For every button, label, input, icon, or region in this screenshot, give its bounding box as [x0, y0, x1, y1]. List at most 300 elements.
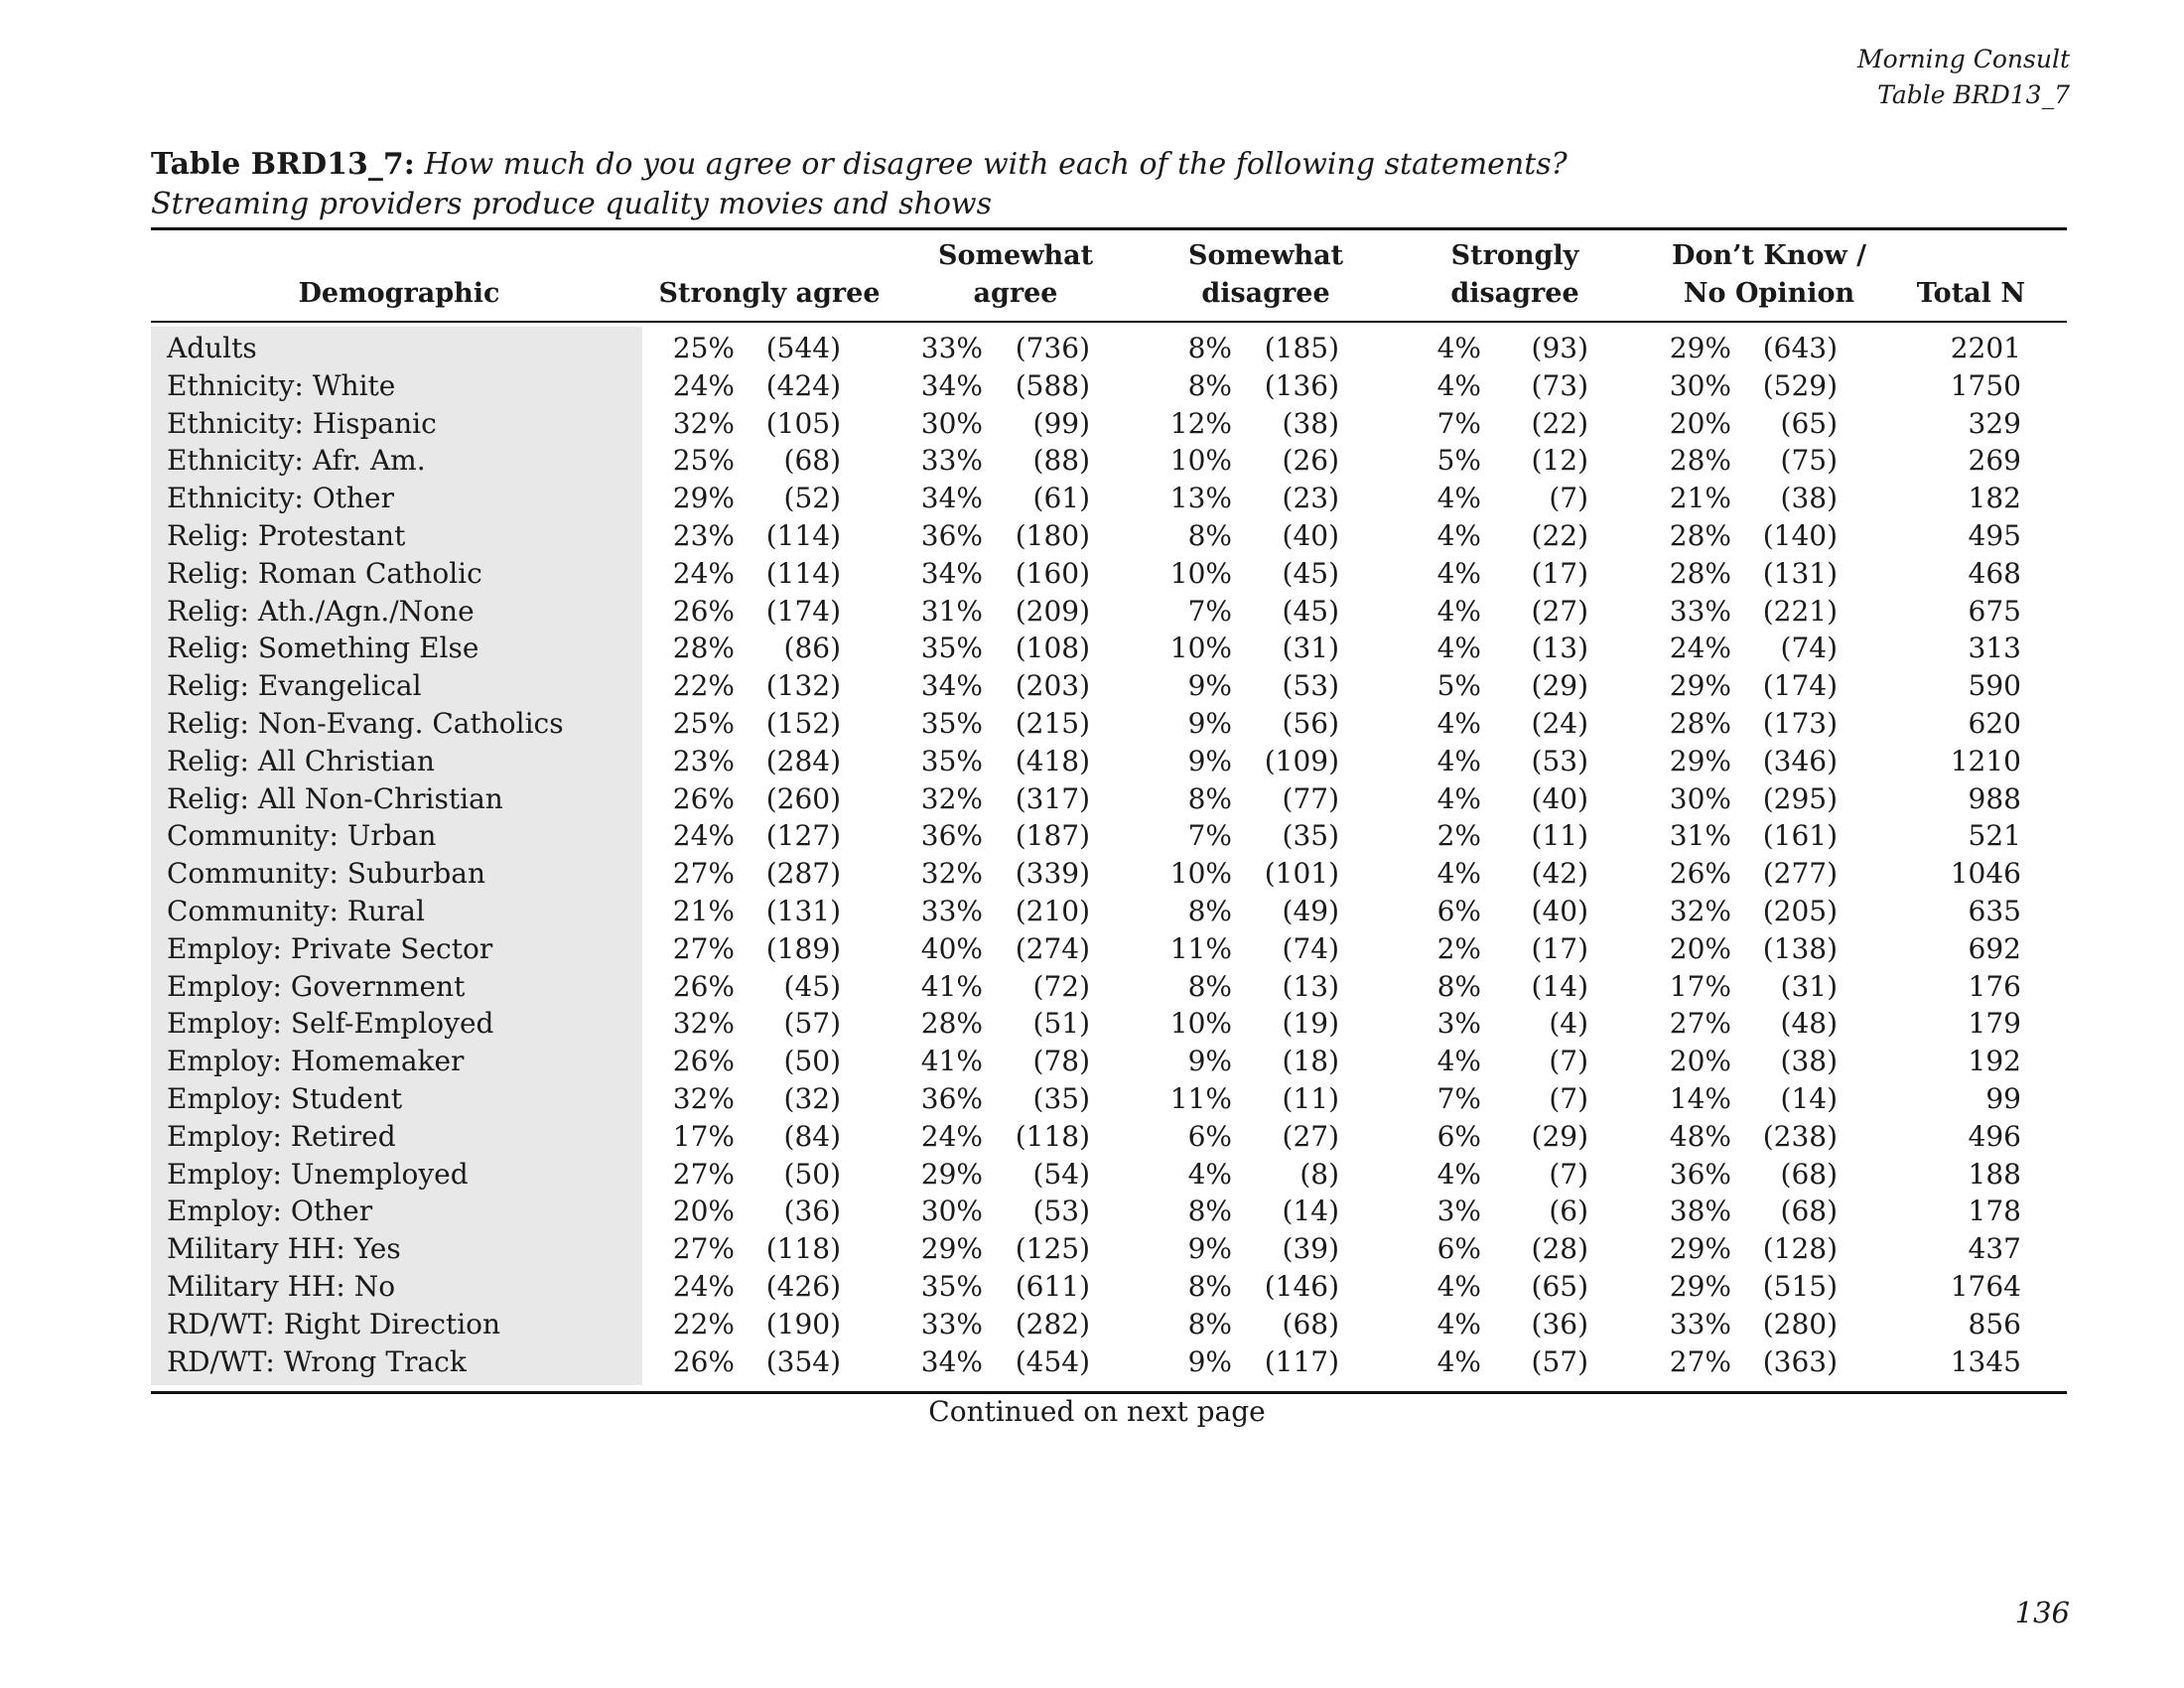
table-top-rule — [151, 227, 2067, 230]
cell-dont-know-pct: 31% — [1669, 819, 1731, 853]
cell-somewhat-disagree-n: (53) — [1282, 669, 1339, 703]
col-header-dont-know-line1: Don’t Know / — [1672, 240, 1866, 271]
cell-strongly-agree-pct: 24% — [672, 1269, 735, 1303]
cell-total-n: 521 — [1968, 819, 2021, 853]
cell-strongly-disagree-n: (53) — [1531, 744, 1588, 777]
cell-somewhat-agree-n: (72) — [1032, 969, 1090, 1003]
cell-total-n: 437 — [1968, 1232, 2021, 1266]
cell-dont-know-n: (38) — [1780, 482, 1838, 515]
cell-somewhat-disagree-n: (56) — [1282, 706, 1339, 740]
table-row — [0, 667, 2184, 705]
cell-total-n: 176 — [1968, 969, 2021, 1003]
row-label: Employ: Student — [167, 1081, 403, 1115]
cell-total-n: 468 — [1968, 556, 2021, 590]
row-label: Community: Suburban — [167, 857, 486, 891]
table-row — [0, 367, 2184, 405]
row-label: Relig: All Non-Christian — [167, 781, 503, 815]
cell-strongly-agree-pct: 28% — [672, 632, 735, 665]
cell-strongly-agree-n: (287) — [765, 857, 841, 891]
row-label: Employ: Homemaker — [167, 1045, 465, 1078]
cell-somewhat-disagree-n: (74) — [1282, 931, 1339, 965]
cell-strongly-agree-pct: 25% — [672, 444, 735, 478]
cell-somewhat-agree-pct: 34% — [920, 482, 983, 515]
cell-strongly-disagree-n: (40) — [1531, 894, 1588, 927]
table-row — [0, 330, 2184, 367]
cell-strongly-disagree-pct: 4% — [1436, 857, 1481, 891]
cell-strongly-agree-n: (52) — [783, 482, 841, 515]
cell-dont-know-n: (515) — [1762, 1269, 1838, 1303]
cell-strongly-disagree-n: (24) — [1531, 706, 1588, 740]
cell-somewhat-agree-n: (210) — [1015, 894, 1090, 927]
cell-somewhat-agree-n: (125) — [1015, 1232, 1090, 1266]
cell-dont-know-n: (363) — [1762, 1344, 1838, 1378]
cell-somewhat-agree-n: (54) — [1032, 1157, 1090, 1191]
cell-strongly-agree-pct: 23% — [672, 518, 735, 552]
cell-dont-know-pct: 29% — [1669, 744, 1731, 777]
cell-dont-know-pct: 32% — [1669, 894, 1731, 927]
table-row — [0, 1005, 2184, 1043]
cell-somewhat-disagree-pct: 12% — [1169, 406, 1232, 440]
cell-somewhat-agree-pct: 33% — [920, 444, 983, 478]
cell-somewhat-disagree-pct: 8% — [1187, 518, 1232, 552]
cell-somewhat-agree-n: (53) — [1032, 1195, 1090, 1228]
cell-somewhat-agree-pct: 29% — [920, 1157, 983, 1191]
cell-total-n: 178 — [1968, 1195, 2021, 1228]
col-header-somewhat-disagree-line1: Somewhat — [1187, 240, 1344, 271]
cell-somewhat-agree-pct: 41% — [920, 1045, 983, 1078]
cell-strongly-agree-pct: 25% — [672, 706, 735, 740]
cell-strongly-agree-n: (50) — [783, 1157, 841, 1191]
table-row — [0, 1230, 2184, 1268]
cell-dont-know-pct: 20% — [1669, 406, 1731, 440]
cell-strongly-disagree-n: (7) — [1549, 1157, 1588, 1191]
row-label: Employ: Retired — [167, 1119, 396, 1153]
cell-somewhat-disagree-n: (19) — [1282, 1007, 1339, 1041]
cell-dont-know-n: (48) — [1780, 1007, 1838, 1041]
cell-strongly-agree-pct: 32% — [672, 406, 735, 440]
table-row — [0, 1343, 2184, 1381]
cell-somewhat-disagree-pct: 13% — [1169, 482, 1232, 515]
table-row — [0, 1193, 2184, 1230]
cell-somewhat-disagree-pct: 10% — [1169, 444, 1232, 478]
table-row — [0, 405, 2184, 443]
cell-somewhat-disagree-pct: 9% — [1187, 1045, 1232, 1078]
cell-somewhat-agree-pct: 34% — [920, 556, 983, 590]
row-label: Employ: Unemployed — [167, 1157, 469, 1191]
cell-somewhat-disagree-pct: 8% — [1187, 1307, 1232, 1340]
cell-strongly-disagree-pct: 3% — [1436, 1195, 1481, 1228]
cell-somewhat-disagree-n: (101) — [1264, 857, 1339, 891]
cell-dont-know-n: (14) — [1780, 1081, 1838, 1115]
col-header-somewhat-agree-line2: agree — [973, 278, 1058, 309]
cell-strongly-agree-n: (354) — [765, 1344, 841, 1378]
table-row — [0, 893, 2184, 930]
table-row — [0, 930, 2184, 968]
cell-somewhat-disagree-pct: 9% — [1187, 1344, 1232, 1378]
cell-strongly-disagree-pct: 8% — [1436, 969, 1481, 1003]
table-row — [0, 705, 2184, 743]
cell-somewhat-disagree-n: (39) — [1282, 1232, 1339, 1266]
cell-somewhat-agree-pct: 35% — [920, 1269, 983, 1303]
cell-dont-know-pct: 24% — [1669, 632, 1731, 665]
cell-somewhat-disagree-pct: 9% — [1187, 744, 1232, 777]
cell-total-n: 495 — [1968, 518, 2021, 552]
row-label: Relig: All Christian — [167, 744, 435, 777]
cell-strongly-agree-pct: 25% — [672, 332, 735, 364]
cell-somewhat-disagree-n: (23) — [1282, 482, 1339, 515]
cell-strongly-agree-n: (114) — [765, 518, 841, 552]
row-label: Relig: Roman Catholic — [167, 556, 482, 590]
cell-somewhat-disagree-pct: 8% — [1187, 969, 1232, 1003]
cell-dont-know-n: (295) — [1762, 781, 1838, 815]
cell-dont-know-n: (31) — [1780, 969, 1838, 1003]
cell-somewhat-disagree-n: (13) — [1282, 969, 1339, 1003]
cell-somewhat-agree-pct: 28% — [920, 1007, 983, 1041]
cell-dont-know-pct: 20% — [1669, 1045, 1731, 1078]
cell-strongly-disagree-n: (17) — [1531, 931, 1588, 965]
cell-total-n: 590 — [1968, 669, 2021, 703]
cell-strongly-agree-n: (260) — [765, 781, 841, 815]
cell-somewhat-disagree-pct: 4% — [1187, 1157, 1232, 1191]
cell-somewhat-agree-pct: 33% — [920, 1307, 983, 1340]
cell-dont-know-pct: 36% — [1669, 1157, 1731, 1191]
row-label: Adults — [167, 332, 257, 364]
cell-dont-know-n: (529) — [1762, 368, 1838, 402]
cell-dont-know-pct: 29% — [1669, 1269, 1731, 1303]
table-row — [0, 442, 2184, 480]
cell-somewhat-disagree-pct: 7% — [1187, 594, 1232, 628]
row-label: Ethnicity: Afr. Am. — [167, 444, 426, 478]
cell-strongly-disagree-n: (11) — [1531, 819, 1588, 853]
cell-strongly-disagree-pct: 4% — [1436, 1045, 1481, 1078]
cell-strongly-disagree-n: (7) — [1549, 1045, 1588, 1078]
cell-somewhat-disagree-n: (26) — [1282, 444, 1339, 478]
cell-dont-know-pct: 30% — [1669, 368, 1731, 402]
cell-somewhat-disagree-pct: 9% — [1187, 706, 1232, 740]
cell-somewhat-agree-pct: 36% — [920, 819, 983, 853]
cell-strongly-disagree-n: (42) — [1531, 857, 1588, 891]
cell-somewhat-agree-n: (51) — [1032, 1007, 1090, 1041]
cell-somewhat-agree-n: (88) — [1032, 444, 1090, 478]
cell-dont-know-n: (346) — [1762, 744, 1838, 777]
cell-total-n: 313 — [1968, 632, 2021, 665]
col-header-strongly-disagree — [1403, 237, 1627, 313]
cell-somewhat-disagree-n: (117) — [1264, 1344, 1339, 1378]
cell-dont-know-pct: 28% — [1669, 706, 1731, 740]
cell-somewhat-disagree-pct: 8% — [1187, 894, 1232, 927]
row-label: Ethnicity: White — [167, 368, 396, 402]
table-row — [0, 555, 2184, 593]
cell-somewhat-agree-pct: 41% — [920, 969, 983, 1003]
cell-strongly-agree-n: (544) — [765, 332, 841, 364]
cell-somewhat-agree-n: (282) — [1015, 1307, 1090, 1340]
cell-strongly-disagree-n: (29) — [1531, 669, 1588, 703]
cell-total-n: 182 — [1968, 482, 2021, 515]
cell-strongly-agree-pct: 21% — [672, 894, 735, 927]
cell-strongly-disagree-n: (22) — [1531, 518, 1588, 552]
cell-strongly-agree-n: (50) — [783, 1045, 841, 1078]
cell-dont-know-n: (205) — [1762, 894, 1838, 927]
table-row — [0, 780, 2184, 818]
cell-strongly-disagree-n: (36) — [1531, 1307, 1588, 1340]
cell-dont-know-n: (140) — [1762, 518, 1838, 552]
continued-note: Continued on next page — [928, 1395, 1266, 1428]
cell-total-n: 2201 — [1950, 332, 2021, 364]
cell-dont-know-pct: 28% — [1669, 556, 1731, 590]
cell-strongly-disagree-pct: 4% — [1436, 556, 1481, 590]
cell-strongly-agree-n: (426) — [765, 1269, 841, 1303]
cell-strongly-disagree-n: (22) — [1531, 406, 1588, 440]
cell-strongly-agree-pct: 24% — [672, 368, 735, 402]
cell-somewhat-agree-n: (454) — [1015, 1344, 1090, 1378]
cell-strongly-agree-n: (68) — [783, 444, 841, 478]
table-row — [0, 630, 2184, 667]
cell-total-n: 496 — [1968, 1119, 2021, 1153]
cell-dont-know-n: (74) — [1780, 632, 1838, 665]
cell-somewhat-disagree-n: (77) — [1282, 781, 1339, 815]
table-row — [0, 517, 2184, 555]
row-label: Relig: Ath./Agn./None — [167, 594, 475, 628]
cell-somewhat-disagree-pct: 8% — [1187, 1269, 1232, 1303]
cell-strongly-disagree-n: (57) — [1531, 1344, 1588, 1378]
cell-somewhat-agree-n: (418) — [1015, 744, 1090, 777]
cell-strongly-agree-pct: 26% — [672, 781, 735, 815]
row-label: Community: Urban — [167, 819, 437, 853]
cell-strongly-disagree-n: (40) — [1531, 781, 1588, 815]
cell-dont-know-n: (65) — [1780, 406, 1838, 440]
cell-somewhat-disagree-pct: 10% — [1169, 556, 1232, 590]
cell-strongly-disagree-pct: 7% — [1436, 406, 1481, 440]
cell-somewhat-disagree-pct: 10% — [1169, 1007, 1232, 1041]
cell-strongly-disagree-pct: 4% — [1436, 1344, 1481, 1378]
cell-strongly-disagree-pct: 5% — [1436, 669, 1481, 703]
col-header-somewhat-disagree — [1154, 237, 1378, 313]
cell-somewhat-disagree-n: (136) — [1264, 368, 1339, 402]
cell-strongly-agree-pct: 27% — [672, 857, 735, 891]
cell-somewhat-agree-n: (588) — [1015, 368, 1090, 402]
cell-strongly-disagree-pct: 4% — [1436, 781, 1481, 815]
cell-somewhat-agree-n: (118) — [1015, 1119, 1090, 1153]
cell-somewhat-agree-n: (209) — [1015, 594, 1090, 628]
cell-somewhat-disagree-pct: 9% — [1187, 1232, 1232, 1266]
cell-strongly-agree-n: (152) — [765, 706, 841, 740]
cell-somewhat-disagree-n: (40) — [1282, 518, 1339, 552]
cell-strongly-agree-pct: 24% — [672, 556, 735, 590]
title-label: Table BRD13_7: — [151, 147, 415, 182]
cell-somewhat-disagree-pct: 6% — [1187, 1119, 1232, 1153]
cell-somewhat-agree-pct: 34% — [920, 669, 983, 703]
cell-total-n: 269 — [1968, 444, 2021, 478]
header-table-ref: Table BRD13_7 — [1877, 80, 2070, 109]
cell-strongly-disagree-pct: 6% — [1436, 894, 1481, 927]
cell-somewhat-disagree-pct: 10% — [1169, 857, 1232, 891]
cell-strongly-agree-pct: 32% — [672, 1081, 735, 1115]
cell-somewhat-agree-n: (61) — [1032, 482, 1090, 515]
cell-dont-know-n: (38) — [1780, 1045, 1838, 1078]
cell-strongly-agree-n: (57) — [783, 1007, 841, 1041]
cell-strongly-disagree-n: (17) — [1531, 556, 1588, 590]
cell-dont-know-n: (238) — [1762, 1119, 1838, 1153]
col-header-somewhat-agree-line1: Somewhat — [937, 240, 1094, 271]
table-row — [0, 1043, 2184, 1080]
table-row — [0, 743, 2184, 780]
cell-somewhat-agree-pct: 29% — [920, 1232, 983, 1266]
cell-somewhat-agree-pct: 40% — [920, 931, 983, 965]
row-label: RD/WT: Right Direction — [167, 1307, 501, 1340]
col-header-dont-know — [1650, 237, 1888, 313]
row-label: Employ: Government — [167, 969, 466, 1003]
cell-somewhat-disagree-pct: 7% — [1187, 819, 1232, 853]
cell-somewhat-agree-n: (215) — [1015, 706, 1090, 740]
cell-somewhat-disagree-pct: 11% — [1169, 1081, 1232, 1115]
table-row — [0, 817, 2184, 855]
cell-dont-know-n: (221) — [1762, 594, 1838, 628]
header-rule — [151, 321, 2067, 323]
table-row — [0, 1306, 2184, 1343]
page-number: 136 — [2014, 1596, 2070, 1629]
cell-somewhat-agree-n: (35) — [1032, 1081, 1090, 1115]
cell-somewhat-agree-n: (187) — [1015, 819, 1090, 853]
cell-somewhat-disagree-n: (45) — [1282, 556, 1339, 590]
col-header-total-n: Total N — [1916, 278, 2025, 309]
cell-strongly-agree-pct: 26% — [672, 594, 735, 628]
cell-dont-know-pct: 28% — [1669, 518, 1731, 552]
cell-strongly-disagree-n: (28) — [1531, 1232, 1588, 1266]
cell-dont-know-n: (280) — [1762, 1307, 1838, 1340]
cell-total-n: 192 — [1968, 1045, 2021, 1078]
cell-strongly-disagree-n: (12) — [1531, 444, 1588, 478]
col-header-strongly-agree: Strongly agree — [658, 278, 881, 309]
table-title — [151, 145, 2087, 224]
col-header-somewhat-agree — [903, 237, 1128, 313]
table-row — [0, 1118, 2184, 1156]
cell-dont-know-n: (173) — [1762, 706, 1838, 740]
cell-dont-know-n: (138) — [1762, 931, 1838, 965]
cell-somewhat-disagree-n: (146) — [1264, 1269, 1339, 1303]
cell-strongly-disagree-pct: 4% — [1436, 482, 1481, 515]
row-label: Relig: Evangelical — [167, 669, 422, 703]
cell-strongly-agree-n: (132) — [765, 669, 841, 703]
row-label: Ethnicity: Hispanic — [167, 406, 437, 440]
col-header-somewhat-disagree-line2: disagree — [1201, 278, 1330, 309]
cell-strongly-agree-n: (174) — [765, 594, 841, 628]
table-row — [0, 968, 2184, 1006]
cell-somewhat-disagree-n: (49) — [1282, 894, 1339, 927]
col-header-strongly-disagree-line1: Strongly — [1450, 240, 1579, 271]
cell-somewhat-agree-pct: 30% — [920, 1195, 983, 1228]
cell-strongly-disagree-n: (7) — [1549, 482, 1588, 515]
cell-strongly-disagree-pct: 4% — [1436, 706, 1481, 740]
cell-strongly-agree-n: (284) — [765, 744, 841, 777]
page-header — [1857, 42, 2070, 113]
cell-dont-know-n: (75) — [1780, 444, 1838, 478]
cell-strongly-disagree-pct: 2% — [1436, 931, 1481, 965]
cell-strongly-agree-n: (45) — [783, 969, 841, 1003]
cell-strongly-agree-n: (32) — [783, 1081, 841, 1115]
cell-somewhat-disagree-n: (11) — [1282, 1081, 1339, 1115]
cell-somewhat-disagree-pct: 8% — [1187, 368, 1232, 402]
table-row — [0, 593, 2184, 631]
cell-dont-know-pct: 17% — [1669, 969, 1731, 1003]
cell-somewhat-agree-pct: 32% — [920, 857, 983, 891]
cell-strongly-agree-pct: 22% — [672, 1307, 735, 1340]
cell-strongly-agree-pct: 27% — [672, 1232, 735, 1266]
cell-dont-know-pct: 38% — [1669, 1195, 1731, 1228]
cell-strongly-disagree-pct: 6% — [1436, 1119, 1481, 1153]
cell-strongly-disagree-n: (65) — [1531, 1269, 1588, 1303]
table-body — [0, 330, 2184, 1380]
cell-strongly-disagree-pct: 3% — [1436, 1007, 1481, 1041]
cell-dont-know-pct: 21% — [1669, 482, 1731, 515]
cell-somewhat-disagree-pct: 8% — [1187, 781, 1232, 815]
cell-total-n: 1210 — [1950, 744, 2021, 777]
cell-somewhat-disagree-n: (68) — [1282, 1307, 1339, 1340]
cell-strongly-disagree-pct: 4% — [1436, 1157, 1481, 1191]
cell-total-n: 675 — [1968, 594, 2021, 628]
cell-somewhat-agree-n: (339) — [1015, 857, 1090, 891]
cell-somewhat-agree-n: (203) — [1015, 669, 1090, 703]
cell-dont-know-pct: 33% — [1669, 1307, 1731, 1340]
cell-dont-know-n: (68) — [1780, 1157, 1838, 1191]
header-org: Morning Consult — [1856, 45, 2070, 73]
cell-strongly-agree-pct: 23% — [672, 744, 735, 777]
cell-somewhat-disagree-n: (14) — [1282, 1195, 1339, 1228]
cell-total-n: 179 — [1968, 1007, 2021, 1041]
cell-strongly-agree-pct: 26% — [672, 1045, 735, 1078]
cell-strongly-disagree-pct: 4% — [1436, 632, 1481, 665]
cell-somewhat-agree-pct: 31% — [920, 594, 983, 628]
cell-dont-know-pct: 48% — [1669, 1119, 1731, 1153]
cell-total-n: 692 — [1968, 931, 2021, 965]
cell-somewhat-disagree-pct: 10% — [1169, 632, 1232, 665]
cell-strongly-agree-n: (86) — [783, 632, 841, 665]
cell-somewhat-agree-n: (160) — [1015, 556, 1090, 590]
cell-somewhat-agree-n: (108) — [1015, 632, 1090, 665]
cell-somewhat-disagree-n: (109) — [1264, 744, 1339, 777]
row-label: Military HH: Yes — [167, 1232, 401, 1266]
row-label: RD/WT: Wrong Track — [167, 1344, 467, 1378]
cell-somewhat-disagree-n: (45) — [1282, 594, 1339, 628]
row-label: Relig: Non-Evang. Catholics — [167, 706, 564, 740]
cell-strongly-disagree-pct: 4% — [1436, 1269, 1481, 1303]
cell-strongly-disagree-n: (6) — [1549, 1195, 1588, 1228]
cell-somewhat-agree-pct: 36% — [920, 518, 983, 552]
row-label: Employ: Private Sector — [167, 931, 493, 965]
cell-strongly-disagree-pct: 4% — [1436, 744, 1481, 777]
cell-somewhat-agree-n: (274) — [1015, 931, 1090, 965]
table-row — [0, 480, 2184, 517]
cell-strongly-agree-pct: 22% — [672, 669, 735, 703]
row-label: Employ: Other — [167, 1195, 373, 1228]
cell-strongly-agree-pct: 29% — [672, 482, 735, 515]
cell-strongly-agree-pct: 26% — [672, 969, 735, 1003]
cell-somewhat-agree-n: (180) — [1015, 518, 1090, 552]
cell-strongly-disagree-pct: 6% — [1436, 1232, 1481, 1266]
cell-strongly-agree-pct: 27% — [672, 1157, 735, 1191]
cell-somewhat-disagree-n: (27) — [1282, 1119, 1339, 1153]
row-label: Military HH: No — [167, 1269, 396, 1303]
cell-strongly-disagree-pct: 4% — [1436, 594, 1481, 628]
table-row — [0, 1080, 2184, 1118]
cell-strongly-agree-n: (190) — [765, 1307, 841, 1340]
cell-dont-know-pct: 29% — [1669, 1232, 1731, 1266]
cell-total-n: 620 — [1968, 706, 2021, 740]
cell-somewhat-disagree-n: (31) — [1282, 632, 1339, 665]
cell-somewhat-agree-pct: 34% — [920, 368, 983, 402]
cell-somewhat-agree-n: (611) — [1015, 1269, 1090, 1303]
cell-somewhat-agree-n: (317) — [1015, 781, 1090, 815]
cell-strongly-disagree-pct: 4% — [1436, 368, 1481, 402]
